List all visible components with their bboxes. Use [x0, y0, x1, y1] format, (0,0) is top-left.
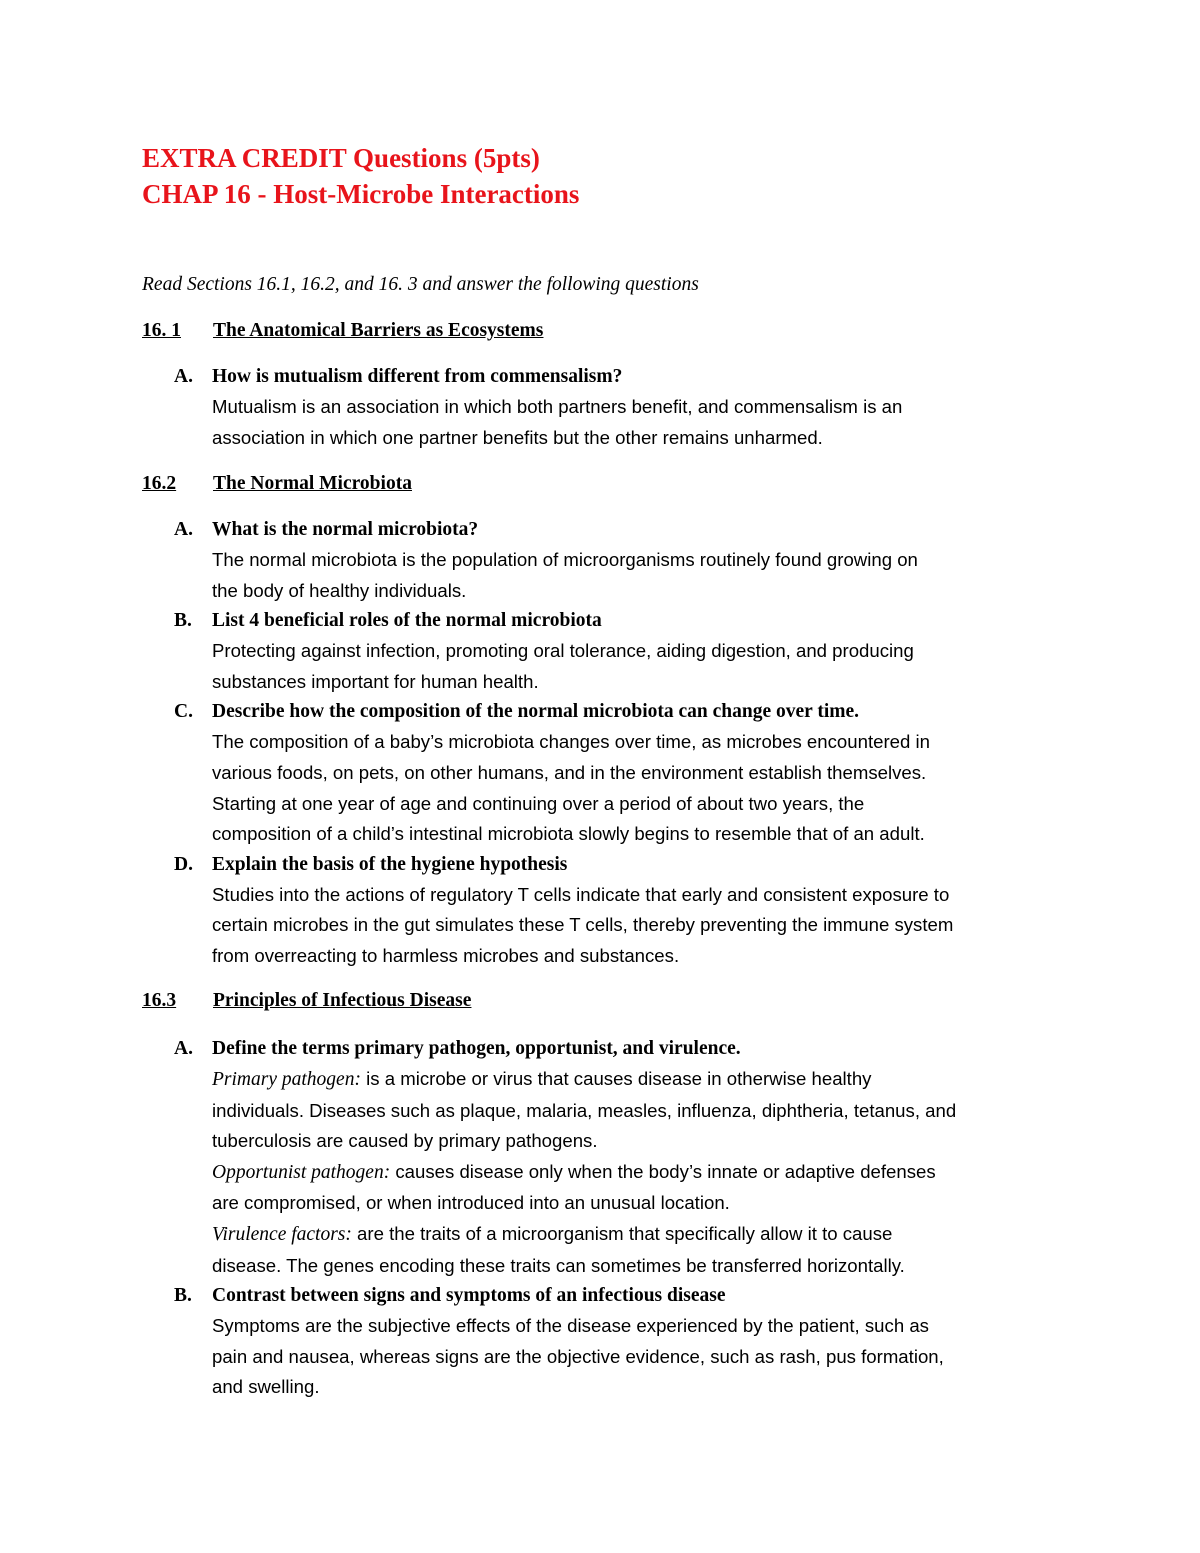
question-letter: A. — [174, 1038, 193, 1059]
answer-line: from overreacting to harmless microbes and substances. — [212, 944, 680, 966]
answer-line: pain and nausea, whereas signs are the objective evidence, such as rash, pus formation, — [212, 1345, 944, 1367]
section-number: 16.3 — [142, 990, 177, 1011]
definition-line — [212, 1157, 1062, 1189]
question-letter: A. — [174, 519, 193, 540]
section-heading — [142, 316, 1062, 346]
answer-line: The normal microbiota is the population of microorganisms routinely found growing on — [212, 549, 918, 570]
section-title: The Anatomical Barriers as Ecosystems — [213, 320, 544, 341]
section-16-1 — [142, 316, 1062, 453]
question-letter: D. — [174, 853, 193, 875]
question-letter: C. — [174, 701, 193, 723]
question-item — [142, 515, 1062, 606]
section-heading — [142, 986, 1062, 1016]
question-text: How is mutualism different from commensalism? — [212, 366, 623, 387]
section-number: 16. 1 — [142, 320, 181, 341]
answer-line: Mutualism is an association in which both partners benefit, and commensalism is an — [212, 396, 903, 417]
answer-line: various foods, on pets, on other humans, and in the environment establish themselves. — [212, 761, 927, 783]
question-letter: B. — [174, 1285, 192, 1307]
answer-line: Studies into the actions of regulatory T cells indicate that early and consistent exposure to — [212, 883, 950, 905]
answer-line: composition of a child’s intestinal microbiota slowly begins to resemble that of an adult. — [212, 823, 925, 845]
definition-text: causes disease only when the body’s innate or adaptive defenses — [390, 1160, 936, 1182]
section-title: The Normal Microbiota — [213, 473, 412, 494]
question-item — [142, 1281, 1062, 1403]
question-item — [142, 850, 1062, 972]
answer-line: and swelling. — [212, 1376, 320, 1398]
answer-line: substances important for human health. — [212, 670, 539, 692]
question-letter: B. — [174, 610, 192, 632]
question-text: Describe how the composition of the normal microbiota can change over time. — [212, 701, 860, 723]
answer-line: individuals. Diseases such as plaque, malaria, measles, influenza, diphtheria, tetanus, and — [212, 1099, 957, 1121]
question-item — [142, 362, 1062, 453]
question-letter: A. — [174, 366, 193, 387]
section-16-2 — [142, 469, 1062, 972]
answer-line: Symptoms are the subjective effects of the disease experienced by the patient, such as — [212, 1315, 929, 1337]
section-title: Principles of Infectious Disease — [213, 990, 472, 1011]
answer-line: disease. The genes encoding these traits can sometimes be transferred horizontally. — [212, 1254, 905, 1276]
title-line-2: CHAP 16 - Host-Microbe Interactions — [142, 179, 580, 209]
document-title — [142, 140, 579, 212]
answer-line: certain microbes in the gut simulates these T cells, thereby preventing the immune system — [212, 914, 954, 936]
answer-line: Protecting against infection, promoting oral tolerance, aiding digestion, and producing — [212, 640, 914, 662]
answer-line: the body of healthy individuals. — [212, 579, 467, 601]
section-16-3 — [142, 986, 1062, 1403]
definition-term: Opportunist pathogen: — [212, 1161, 391, 1183]
definition-text: are the traits of a microorganism that specifically allow it to cause — [351, 1222, 893, 1244]
definition-line — [212, 1064, 1062, 1096]
question-list — [142, 1034, 1062, 1403]
question-item — [142, 1034, 1062, 1281]
question-text: Explain the basis of the hygiene hypothesis — [212, 853, 568, 875]
definition-term: Primary pathogen: — [212, 1069, 361, 1090]
question-text: Contrast between signs and symptoms of an infectious disease — [212, 1285, 726, 1307]
answer-line: association in which one partner benefits but the other remains unharmed. — [212, 426, 823, 448]
section-heading — [142, 469, 1062, 499]
definition-line — [212, 1219, 1062, 1251]
definition-text: is a microbe or virus that causes disease in otherwise healthy — [360, 1068, 872, 1089]
question-item — [142, 606, 1062, 697]
question-list — [142, 362, 1062, 453]
answer-line: Starting at one year of age and continuing over a period of about two years, the — [212, 792, 865, 814]
answer-line: are compromised, or when introduced into an unusual location. — [212, 1192, 730, 1214]
definition-term: Virulence factors: — [212, 1223, 352, 1245]
answer-line: The composition of a baby’s microbiota changes over time, as microbes encountered in — [212, 731, 930, 753]
question-text: What is the normal microbiota? — [212, 519, 479, 540]
question-item — [142, 697, 1062, 849]
section-number: 16.2 — [142, 473, 177, 494]
instructions: Read Sections 16.1, 16.2, and 16. 3 and answer the following questions — [142, 274, 699, 295]
question-list — [142, 515, 1062, 972]
question-text: Define the terms primary pathogen, opportunist, and virulence. — [212, 1038, 741, 1059]
answer-line: tuberculosis are caused by primary pathogens. — [212, 1130, 598, 1152]
title-line-1: EXTRA CREDIT Questions (5pts) — [142, 143, 540, 173]
question-text: List 4 beneficial roles of the normal microbiota — [212, 610, 602, 632]
